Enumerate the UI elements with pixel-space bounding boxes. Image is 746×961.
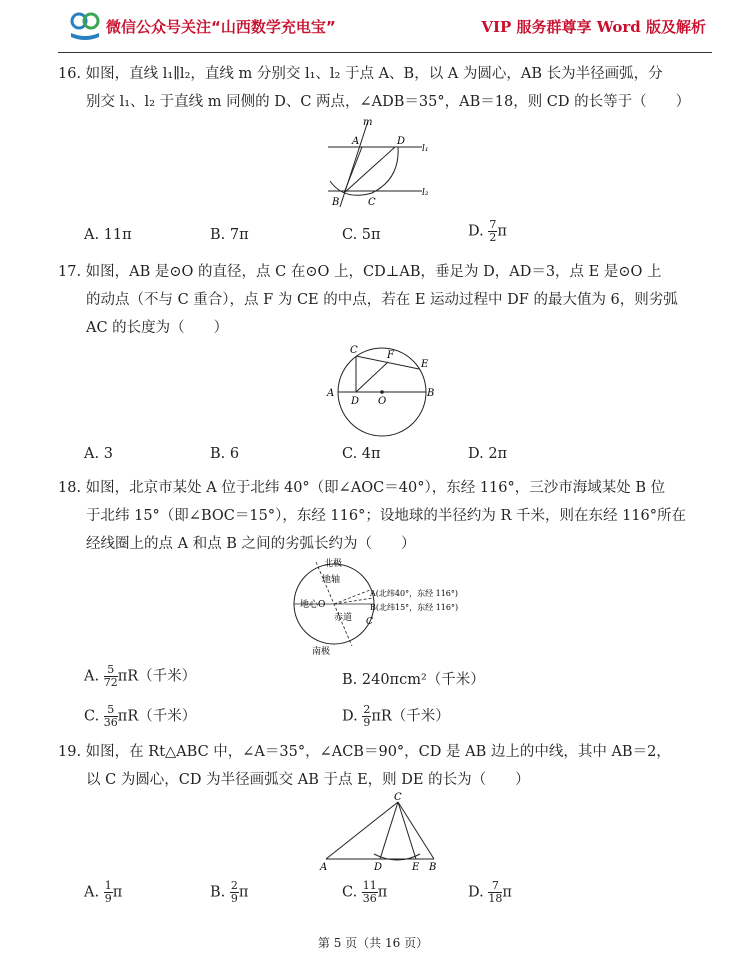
q17-option-a: A. 3 [84, 446, 113, 462]
q18-option-d: D. $\frac{2}{9}$ πR（千米） [342, 703, 450, 729]
q19-figure [316, 792, 446, 874]
header-left-text: 微信公众号关注“山西数学充电宝” [106, 17, 336, 36]
q16-label-l1: l₁ [422, 144, 429, 154]
q16-option-d: D. $\frac{7}{2}$ π [468, 218, 507, 244]
q19-label-B: B [429, 862, 437, 873]
logo-icon [68, 9, 102, 43]
q19-option-a: A. $\frac{1}{9}$ π [84, 879, 123, 905]
q17-option-d: D. 2π [468, 446, 508, 462]
q16-label-l2: l₂ [422, 188, 429, 198]
q18-option-c: C. $\frac{5}{36}$ πR（千米） [84, 703, 197, 729]
q18-label-B: B(北纬15°，东经 116°) [370, 603, 459, 612]
q19-label-D: D [374, 862, 383, 873]
q18-figure [286, 556, 496, 658]
q16-label-m: m [363, 117, 373, 128]
question-17 [58, 258, 690, 342]
q18-label-axis: 地轴 [322, 575, 341, 585]
q18-label-north: 北极 [324, 559, 343, 569]
q17-line2: 的动点（不与 C 重合），点 F 为 CE 的中点，若在 E 运动过程中 DF 的最大值为 6，则劣弧 [86, 292, 678, 308]
q16-option-b: B. 7π [210, 227, 249, 243]
q16-line1: 如图，直线 l₁∥l₂，直线 m 分别交 l₁、l₂ 于点 A、B，以 A 为圆心，AB 长为半径画弧，分 [85, 66, 663, 82]
q16-figure [322, 115, 442, 210]
q18-line2: 于北纬 15°（即∠BOC＝15°），东经 116°；设地球的半径约为 R 千米，则在东经 116°所在 [86, 508, 687, 524]
q16-label-D: D [397, 136, 406, 147]
q17-label-E: E [421, 359, 429, 370]
q19-number: 19. [58, 744, 82, 760]
q19-option-c: C. $\frac{11}{36}$ π [342, 879, 388, 905]
q17-label-B: B [427, 388, 435, 399]
question-16 [58, 60, 690, 116]
header-left [68, 6, 336, 46]
q17-line1: 如图，AB 是⊙O 的直径，点 C 在⊙O 上，CD⊥AB，垂足为 D，AD＝3，点 E 是⊙O 上 [85, 264, 662, 280]
q18-option-a: A. $\frac{5}{72}$ πR（千米） [84, 663, 197, 689]
q18-line3: 经线圈上的点 A 和点 B 之间的劣弧长约为（ ） [86, 536, 416, 552]
q16-label-A: A [352, 136, 360, 147]
q17-option-c: C. 4π [342, 446, 381, 462]
q19-label-C: C [394, 792, 402, 803]
question-19 [58, 738, 690, 794]
q17-label-O: O [378, 396, 387, 407]
q17-line3: AC 的长度为（ ） [86, 320, 229, 336]
q17-figure [322, 340, 442, 450]
q18-option-b: B. 240πcm²（千米） [342, 672, 485, 688]
q19-line1: 如图，在 Rt△ABC 中，∠A＝35°，∠ACB＝90°，CD 是 AB 边上的中线，其中 AB＝2， [85, 744, 671, 760]
q18-label-A: A(北纬40°，东经 116°) [370, 589, 459, 598]
q19-label-E: E [412, 862, 420, 873]
q17-label-F: F [387, 350, 394, 361]
q18-label-C: C [366, 617, 373, 627]
q19-option-d: D. $\frac{7}{18}$ π [468, 879, 512, 905]
q17-number: 17. [58, 264, 82, 280]
q18-line1: 如图，北京市某处 A 位于北纬 40°（即∠AOC＝40°），东经 116°，三沙市海域某处 B 位 [85, 480, 666, 496]
q18-label-center: 地心O [300, 600, 326, 610]
q17-option-b: B. 6 [210, 446, 240, 462]
q19-option-b: B. $\frac{2}{9}$ π [210, 879, 249, 905]
page-footer: 第 5 页（共 16 页） [317, 936, 429, 950]
q17-label-D: D [351, 396, 360, 407]
q17-label-C: C [350, 345, 358, 356]
q19-line2: 以 C 为圆心，CD 为半径画弧交 AB 于点 E，则 DE 的长为（ ） [86, 772, 530, 788]
q17-label-A: A [327, 388, 335, 399]
q16-option-a: A. 11π [84, 227, 132, 243]
q16-label-B: B [332, 197, 340, 208]
question-18 [58, 474, 690, 558]
q18-label-equator: 赤道 [334, 613, 353, 623]
q18-number: 18. [58, 480, 82, 496]
q16-label-C: C [368, 197, 376, 208]
q16-line2: 别交 l₁、l₂ 于直线 m 同侧的 D、C 两点，∠ADB＝35°，AB＝18，则 CD 的长等于（ ） [86, 94, 691, 110]
q19-label-A: A [320, 862, 328, 873]
header-divider [58, 52, 712, 53]
header-right-text: VIP 服务群尊享 Word 版及解析 [481, 18, 706, 36]
q18-label-south: 南极 [312, 647, 331, 657]
q16-number: 16. [58, 66, 82, 82]
q16-option-c: C. 5π [342, 227, 381, 243]
